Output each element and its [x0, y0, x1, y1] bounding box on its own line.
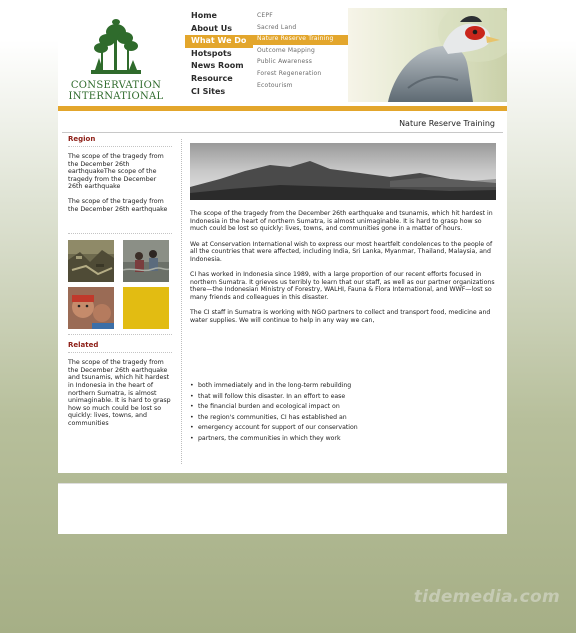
bullet-list [190, 381, 498, 444]
article-paragraph-1: The scope of the tragedy from the December 26th earthquake and tsunamis, which hit hardest in Indonesia in the heart of northern Sumatra, is almost unimaginable. It is hard to grasp how so much could be lost so quickly: lives, towns, and communities gone in a matter of hours. [190, 210, 493, 232]
brand-line-2: INTERNATIONAL [68, 91, 164, 102]
thumb-rubble[interactable] [68, 240, 114, 282]
mountain-banner-image [190, 143, 496, 200]
article-text [190, 210, 498, 324]
article-paragraph-2: We at Conservation International wish to express our most heartfelt condolences to the people of all the countries that were affected, including India, Sri Lanka, Myanmar, Thailand, Malaysia, and Indonesia. [190, 240, 493, 263]
column-divider [181, 139, 182, 464]
subnav-item-ecotourism[interactable]: Ecotourism [257, 81, 293, 89]
subnav-item-forest-regeneration[interactable]: Forest Regeneration [257, 69, 322, 77]
related-text: The scope of the tragedy from the December 26th earthquake and tsunamis, which hit hardest in Indonesia in the heart of northern Sumatra, is almost unimaginable. It is hard to grasp how so much could be lost so quickly: lives, towns, and communities [68, 359, 171, 427]
nav-item-what-we-do[interactable]: What We Do [185, 35, 253, 48]
related-divider [68, 352, 172, 353]
hero-pheasant-image [348, 8, 507, 102]
article-paragraph-3: CI has worked in Indonesia since 1989, with a large proportion of our recent efforts focused in northern Sumatra. It grieves us terribly to learn that our staff, as well as our partner organizations there—the Indonesian Ministry of Forestry, WALHI, Fauna & Flora International, and WWF—lost so many friends and colleagues in this disaster. [190, 271, 495, 301]
main-content [190, 143, 498, 332]
nav-item-ci-sites[interactable]: CI Sites [191, 86, 226, 96]
nav-item-resource[interactable]: Resource [191, 73, 233, 83]
nav-item-hotspots[interactable]: Hotspots [191, 48, 232, 58]
ci-logo[interactable] [66, 18, 166, 104]
watermark-text: tidemedia.com [413, 587, 560, 607]
mountain-photo [190, 143, 496, 200]
list-item: • both immediately and in the long-term rebuilding [190, 381, 498, 392]
list-item: • that will follow this disaster. In an effort to ease [190, 392, 498, 403]
list-item: • the financial burden and ecological impact on [190, 402, 498, 413]
list-item: • partners, the communities in which they work [190, 434, 498, 445]
page-title: Nature Reserve Training [399, 119, 495, 128]
thumbs-divider [68, 233, 172, 234]
region-paragraph-1: The scope of the tragedy from the December 26th earthquakeThe scope of the tragedy from the December 26th earthquake [68, 153, 164, 191]
thumb-water-people[interactable] [123, 240, 169, 282]
sub-nav [257, 10, 367, 91]
content-panel [58, 111, 507, 473]
nav-item-about-us[interactable]: About Us [191, 23, 232, 33]
subnav-item-outcome-mapping[interactable]: Outcome Mapping [257, 46, 316, 54]
left-sidebar [68, 135, 172, 428]
photo-thumbnails [68, 240, 172, 320]
subnav-item-sacred-land[interactable]: Sacred Land [257, 23, 297, 31]
rubble-photo [68, 240, 114, 282]
thumb-children[interactable] [68, 287, 114, 329]
thumb-yellow-block[interactable] [123, 287, 169, 329]
related-heading: Related [68, 341, 99, 350]
title-divider [62, 132, 503, 133]
subnav-item-nature-reserve-training[interactable]: Nature Reserve Training [257, 35, 334, 43]
tree-logo-icon [91, 18, 141, 76]
pheasant-image [348, 8, 507, 102]
page-container [58, 8, 507, 442]
region-divider [68, 146, 172, 147]
water-people-photo [123, 240, 169, 282]
region-text [68, 153, 172, 213]
site-header [58, 8, 507, 106]
footer-box [58, 483, 507, 534]
subnav-item-cepf[interactable]: CEPF [257, 12, 273, 19]
brand-line-1: CONSERVATION [70, 80, 162, 91]
region-heading: Region [68, 135, 96, 143]
main-nav [185, 10, 253, 98]
related-divider-top [68, 334, 172, 335]
nav-item-home[interactable]: Home [191, 11, 217, 20]
nav-item-news-room[interactable]: News Room [191, 61, 244, 71]
list-item: • the region's communities, CI has established an [190, 413, 498, 424]
region-paragraph-2: The scope of the tragedy from the December 26th earthquake [68, 197, 168, 213]
children-photo [68, 287, 114, 329]
subnav-item-public-awareness[interactable]: Public Awareness [257, 58, 313, 66]
list-item: • emergency account for support of our conservation [190, 423, 498, 434]
article-paragraph-4: The CI staff in Sumatra is working with NGO partners to collect and transport food, medicine and water supplies. We will continue to help in any way we can, [190, 309, 491, 324]
